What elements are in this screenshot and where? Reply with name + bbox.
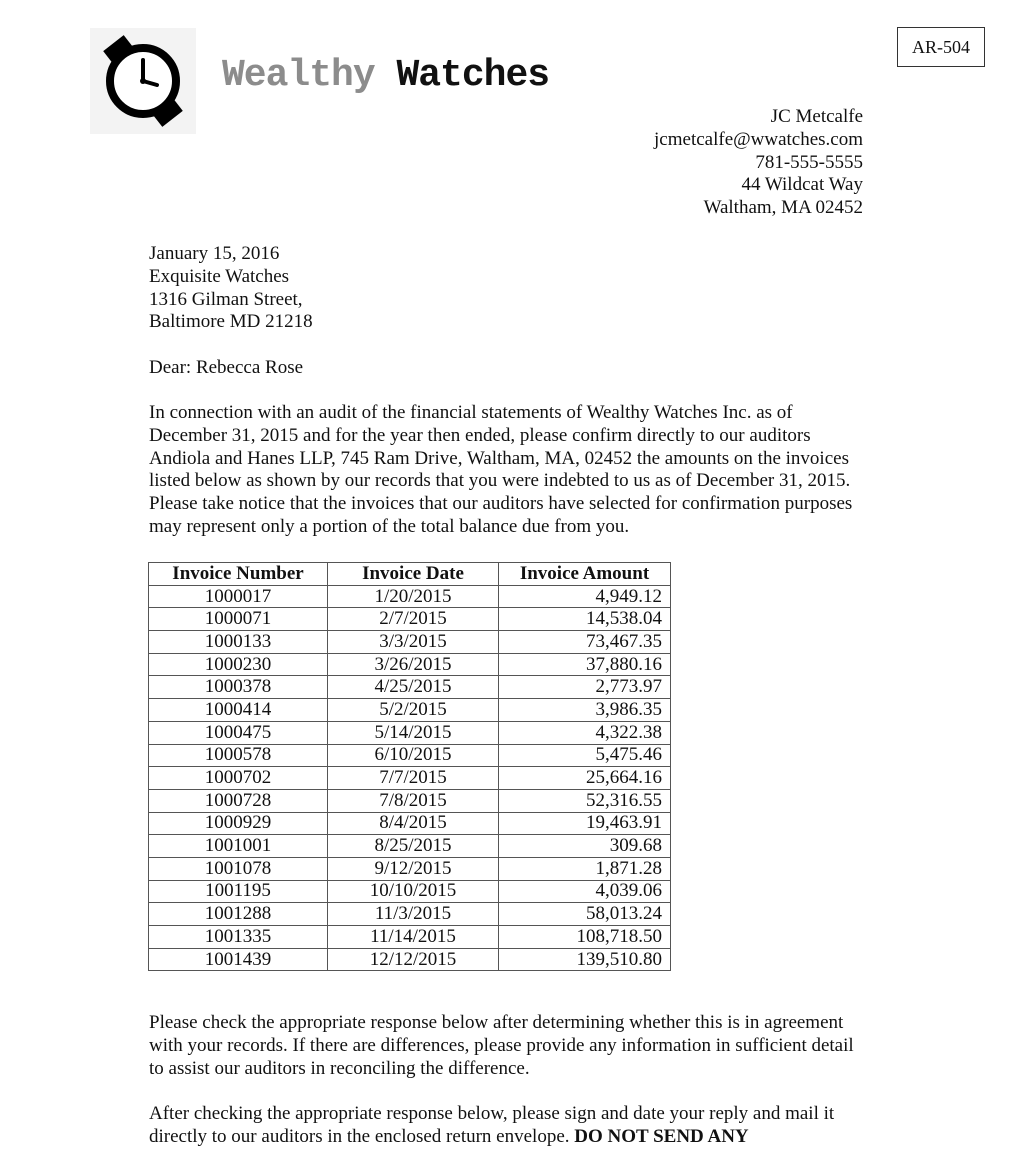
invoice-amount-cell: 14,538.04 [499, 608, 671, 631]
invoice-amount-cell: 19,463.91 [499, 812, 671, 835]
table-row [149, 721, 671, 744]
letter-date: January 15, 2016 [149, 243, 280, 264]
table-row [149, 767, 671, 790]
table-row [149, 676, 671, 699]
invoice-amount-cell: 58,013.24 [499, 903, 671, 926]
invoice-amount-cell: 3,986.35 [499, 699, 671, 722]
invoice-date-cell: 9/12/2015 [328, 857, 499, 880]
header-invoice-amount: Invoice Amount [499, 563, 671, 586]
table-row [149, 857, 671, 880]
invoice-amount-cell: 309.68 [499, 835, 671, 858]
invoice-date-cell: 4/25/2015 [328, 676, 499, 699]
invoice-date-cell: 11/3/2015 [328, 903, 499, 926]
invoice-amount-cell: 139,510.80 [499, 948, 671, 971]
invoice-date-cell: 3/3/2015 [328, 631, 499, 654]
table-row [149, 789, 671, 812]
invoice-date-cell: 6/10/2015 [328, 744, 499, 767]
sign-date-paragraph [149, 1103, 869, 1149]
recipient-street: 1316 Gilman Street, [149, 288, 303, 310]
recipient-city: Baltimore MD 21218 [149, 311, 313, 333]
invoice-number-cell: 1000578 [149, 744, 328, 767]
salutation: Dear: Rebecca Rose [149, 357, 304, 378]
invoice-date-cell: 5/14/2015 [328, 721, 499, 744]
document-id-box: AR-504 [897, 27, 985, 67]
invoice-number-cell: 1000475 [149, 721, 328, 744]
intro-paragraph: In connection with an audit of the financial statements of Wealthy Watches Inc. as of December 31, 2015 and for the year then ended, please confirm directly to our auditors Andiola and Hanes LLP, 745 Ram Drive, Waltham, MA, 02452 the amounts on the invoices listed below as shown by our records that you were indebted to us as of December 31, 2015. Please take notice that the invoices that our auditors have selected for confirmation purposes may represent only a portion of the total balance due from you. [149, 402, 853, 537]
invoice-number-cell: 1001288 [149, 903, 328, 926]
invoice-date-cell: 8/4/2015 [328, 812, 499, 835]
invoice-date-cell: 7/7/2015 [328, 767, 499, 790]
invoice-number-cell: 1000017 [149, 585, 328, 608]
invoice-date-cell: 2/7/2015 [328, 608, 499, 631]
table-row [149, 585, 671, 608]
invoice-number-cell: 1000071 [149, 608, 328, 631]
watch-logo-icon [90, 28, 196, 134]
sender-email: jcmetcalfe@wwatches.com [654, 128, 863, 150]
table-header-row [149, 563, 671, 586]
invoice-number-cell: 1000414 [149, 699, 328, 722]
sign-instructions: After checking the appropriate response below, please sign and date your reply and mail it directly to our auditors in the enclosed return envelope. [149, 1103, 835, 1147]
invoice-number-cell: 1000133 [149, 631, 328, 654]
invoice-amount-cell: 4,039.06 [499, 880, 671, 903]
recipient-block [149, 243, 869, 334]
invoice-number-cell: 1001439 [149, 948, 328, 971]
invoice-number-cell: 1001001 [149, 835, 328, 858]
invoice-amount-cell: 108,718.50 [499, 926, 671, 949]
invoice-number-cell: 1000702 [149, 767, 328, 790]
invoice-number-cell: 1000728 [149, 789, 328, 812]
invoice-amount-cell: 73,467.35 [499, 631, 671, 654]
invoice-number-cell: 1000230 [149, 653, 328, 676]
table-row [149, 812, 671, 835]
invoice-number-cell: 1000929 [149, 812, 328, 835]
company-name [222, 54, 549, 97]
header-invoice-number: Invoice Number [149, 563, 328, 586]
invoice-number-cell: 1001078 [149, 857, 328, 880]
invoice-number-cell: 1001335 [149, 926, 328, 949]
invoice-date-cell: 7/8/2015 [328, 789, 499, 812]
invoice-amount-cell: 2,773.97 [499, 676, 671, 699]
invoice-amount-cell: 37,880.16 [499, 653, 671, 676]
company-name-second: Watches [396, 54, 550, 97]
invoice-date-cell: 5/2/2015 [328, 699, 499, 722]
table-row [149, 835, 671, 858]
sender-name: JC Metcalfe [770, 106, 863, 127]
table-row [149, 880, 671, 903]
table-row [149, 903, 671, 926]
sender-block [654, 106, 863, 220]
company-name-first: Wealthy [222, 54, 375, 97]
table-row [149, 699, 671, 722]
invoice-date-cell: 10/10/2015 [328, 880, 499, 903]
sender-city: Waltham, MA 02452 [703, 197, 863, 219]
invoice-number-cell: 1000378 [149, 676, 328, 699]
invoice-amount-cell: 1,871.28 [499, 857, 671, 880]
table-row [149, 744, 671, 767]
table-row [149, 631, 671, 654]
invoice-date-cell: 8/25/2015 [328, 835, 499, 858]
invoice-date-cell: 3/26/2015 [328, 653, 499, 676]
invoice-date-cell: 1/20/2015 [328, 585, 499, 608]
invoice-amount-cell: 25,664.16 [499, 767, 671, 790]
check-response-paragraph: Please check the appropriate response below after determining whether this is in agreement with your records. If there are differences, please provide any information in sufficient detail to assist our auditors in reconciling the difference. [149, 1012, 854, 1079]
invoice-date-cell: 12/12/2015 [328, 948, 499, 971]
invoice-table [148, 562, 671, 971]
do-not-send-warning: DO NOT SEND ANY [574, 1125, 749, 1147]
table-row [149, 608, 671, 631]
sender-phone: 781-555-5555 [755, 151, 863, 173]
invoice-amount-cell: 4,322.38 [499, 721, 671, 744]
invoice-date-cell: 11/14/2015 [328, 926, 499, 949]
table-row [149, 653, 671, 676]
invoice-amount-cell: 4,949.12 [499, 585, 671, 608]
invoice-amount-cell: 5,475.46 [499, 744, 671, 767]
header-invoice-date: Invoice Date [328, 563, 499, 586]
table-row [149, 948, 671, 971]
invoice-number-cell: 1001195 [149, 880, 328, 903]
invoice-amount-cell: 52,316.55 [499, 789, 671, 812]
sender-street: 44 Wildcat Way [741, 174, 863, 196]
recipient-company: Exquisite Watches [149, 265, 290, 287]
table-row [149, 926, 671, 949]
